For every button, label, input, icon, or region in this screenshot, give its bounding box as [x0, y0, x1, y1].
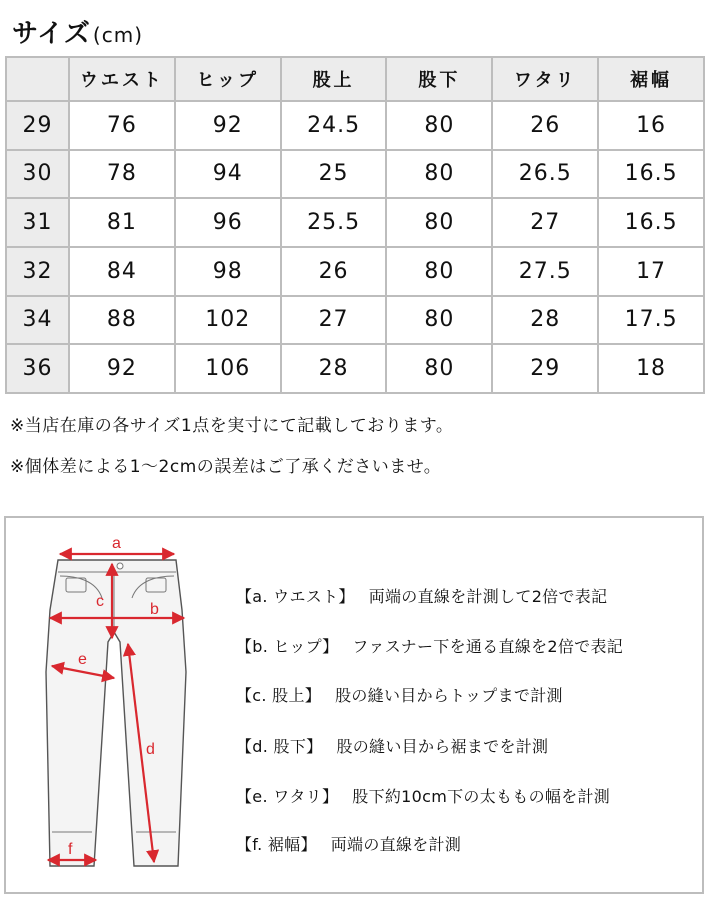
header-waist: ウエスト	[69, 57, 175, 101]
table-cell: 106	[175, 344, 281, 393]
guide-item-f	[236, 832, 461, 855]
table-cell: 26	[492, 101, 598, 150]
guide-item-b	[236, 634, 623, 657]
measurement-guide	[4, 516, 704, 894]
header-corner	[6, 57, 69, 101]
table-cell: 17.5	[598, 296, 704, 345]
table-cell: 92	[175, 101, 281, 150]
table-cell: 96	[175, 198, 281, 247]
label-b: b	[150, 601, 159, 618]
guide-label: 【b. ヒップ】	[236, 637, 339, 656]
table-row	[6, 198, 704, 247]
table-cell: 80	[386, 296, 492, 345]
size-cell: 36	[6, 344, 69, 393]
note-tolerance: ※個体差による1〜2cmの誤差はご了承くださいませ。	[10, 457, 442, 477]
table-cell: 17	[598, 247, 704, 296]
table-cell: 25.5	[281, 198, 387, 247]
guide-text: 股の縫い目からトップまで計測	[335, 686, 563, 705]
guide-item-d	[236, 734, 548, 757]
pants-outline	[46, 560, 186, 866]
table-cell: 26	[281, 247, 387, 296]
table-cell: 88	[69, 296, 175, 345]
table-cell: 27	[492, 198, 598, 247]
size-cell: 29	[6, 101, 69, 150]
table-row	[6, 296, 704, 345]
table-cell: 81	[69, 198, 175, 247]
label-a: a	[112, 535, 121, 552]
label-e: e	[78, 651, 87, 668]
table-cell: 16.5	[598, 150, 704, 199]
label-f: f	[68, 841, 73, 858]
table-row	[6, 247, 704, 296]
table-cell: 18	[598, 344, 704, 393]
table-cell: 94	[175, 150, 281, 199]
table-cell: 28	[492, 296, 598, 345]
table-cell: 27.5	[492, 247, 598, 296]
guide-label: 【c. 股上】	[236, 686, 322, 705]
table-cell: 80	[386, 150, 492, 199]
table-row	[6, 101, 704, 150]
table-cell: 29	[492, 344, 598, 393]
guide-item-c	[236, 683, 563, 706]
size-cell: 31	[6, 198, 69, 247]
size-cell: 30	[6, 150, 69, 199]
size-cell: 32	[6, 247, 69, 296]
size-table	[5, 56, 705, 394]
guide-text: ファスナー下を通る直線を2倍で表記	[352, 637, 624, 656]
table-header-row	[6, 57, 704, 101]
table-cell: 28	[281, 344, 387, 393]
table-cell: 27	[281, 296, 387, 345]
table-cell: 24.5	[281, 101, 387, 150]
table-cell: 80	[386, 344, 492, 393]
table-cell: 102	[175, 296, 281, 345]
page-title	[12, 12, 143, 56]
title-text: サイズ	[12, 19, 91, 49]
table-cell: 78	[69, 150, 175, 199]
guide-label: 【a. ウエスト】	[236, 587, 355, 606]
guide-item-a	[236, 584, 607, 607]
note-stock: ※当店在庫の各サイズ1点を実寸にて記載しております。	[10, 416, 454, 436]
table-row	[6, 150, 704, 199]
header-thigh: ワタリ	[492, 57, 598, 101]
header-hem: 裾幅	[598, 57, 704, 101]
header-hip: ヒップ	[175, 57, 281, 101]
size-cell: 34	[6, 296, 69, 345]
title-unit: (cm)	[92, 23, 144, 47]
table-cell: 80	[386, 101, 492, 150]
guide-label: 【f. 裾幅】	[236, 835, 317, 854]
table-cell: 98	[175, 247, 281, 296]
table-row	[6, 344, 704, 393]
pants-diagram	[36, 532, 196, 882]
table-cell: 76	[69, 101, 175, 150]
table-cell: 80	[386, 247, 492, 296]
table-cell: 25	[281, 150, 387, 199]
label-c: c	[96, 593, 104, 610]
guide-text: 両端の直線を計測して2倍で表記	[368, 587, 608, 606]
table-cell: 16.5	[598, 198, 704, 247]
table-cell: 84	[69, 247, 175, 296]
guide-text: 両端の直線を計測	[330, 835, 462, 854]
label-d: d	[146, 741, 155, 758]
guide-label: 【d. 股下】	[236, 737, 323, 756]
header-inseam: 股下	[386, 57, 492, 101]
guide-label: 【e. ワタリ】	[236, 787, 339, 806]
guide-item-e	[236, 784, 610, 807]
table-cell: 80	[386, 198, 492, 247]
guide-text: 股の縫い目から裾までを計測	[336, 737, 549, 756]
header-rise: 股上	[281, 57, 387, 101]
table-cell: 26.5	[492, 150, 598, 199]
guide-text: 股下約10cm下の太ももの幅を計測	[352, 787, 611, 806]
table-cell: 92	[69, 344, 175, 393]
table-cell: 16	[598, 101, 704, 150]
